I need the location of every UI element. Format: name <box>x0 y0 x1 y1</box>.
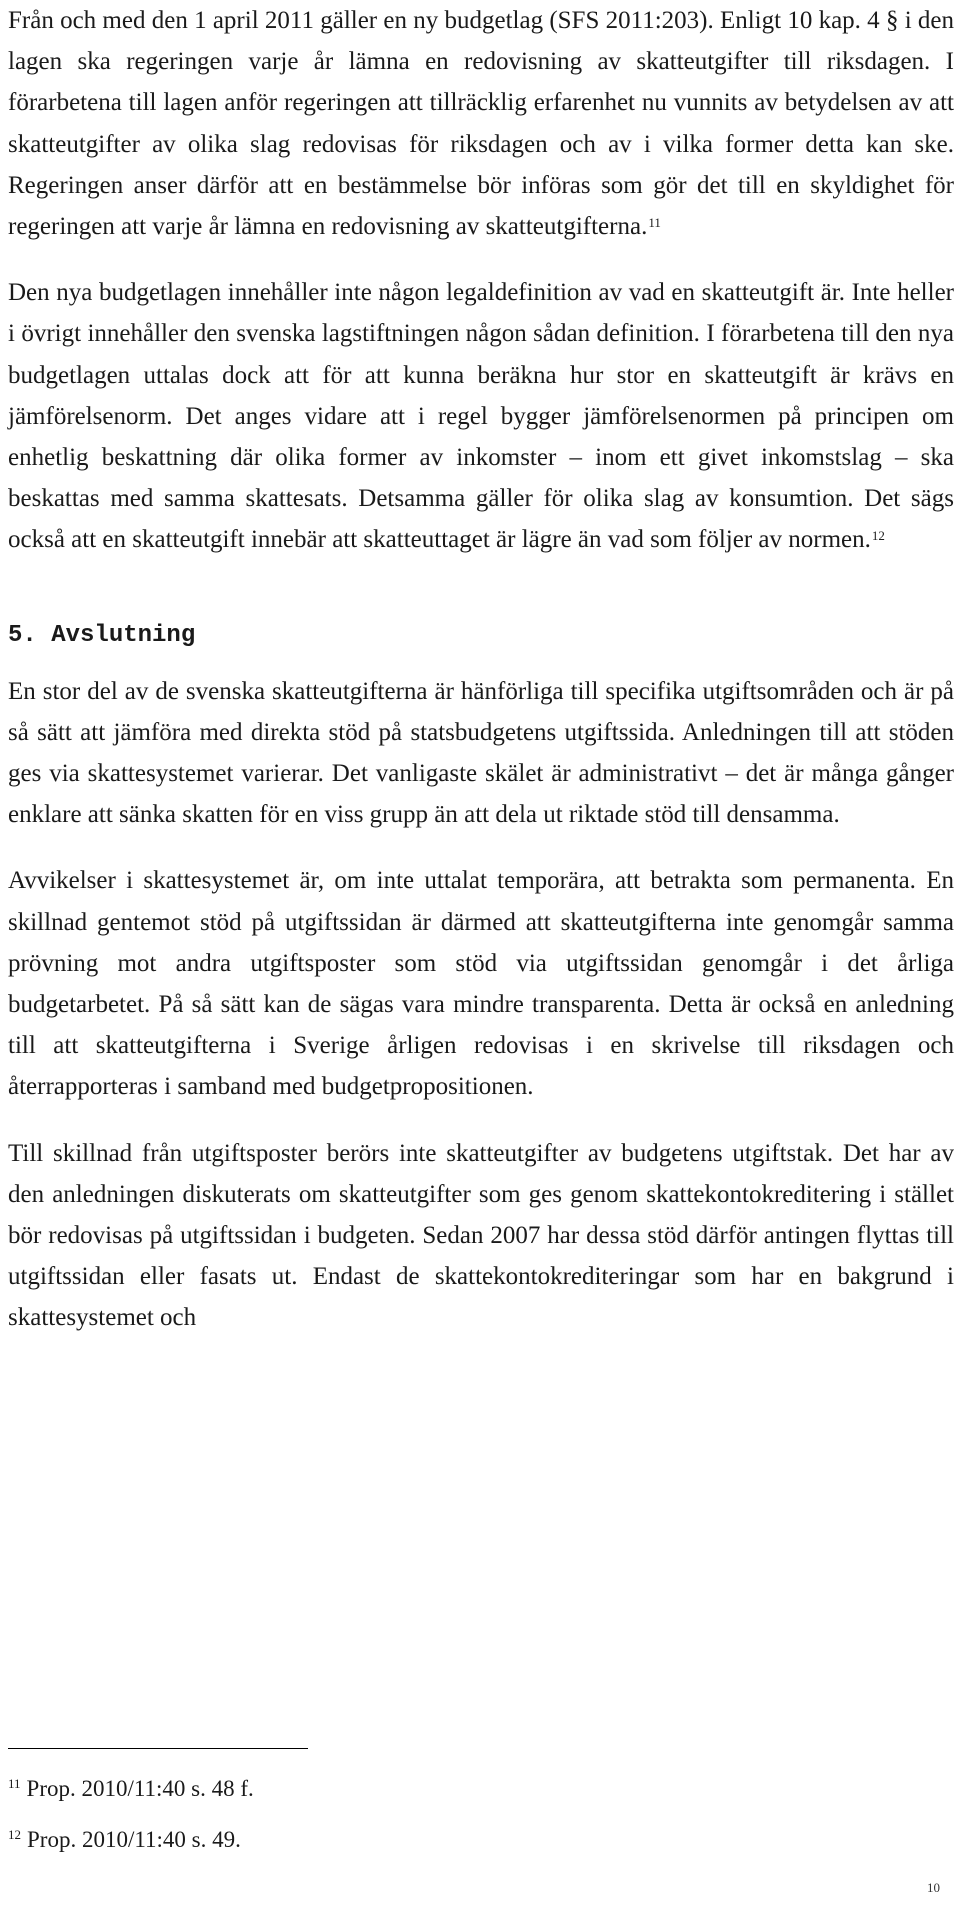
footnote-separator <box>8 1748 308 1749</box>
paragraph-text: En stor del av de svenska skatteutgifterna är hänförliga till specifika utgiftsområden och är på så sätt att jämföra med direkta stöd på statsbudgetens utgiftssida. Anledningen till att stöden ges via skattesystemet varierar. Det vanligaste skälet är administrativt – det är många gånger enklare att sänka skatten för en viss grupp än att dela ut riktade stöd till densamma. <box>8 677 954 829</box>
footnote-text: Prop. 2010/11:40 s. 49. <box>27 1827 241 1852</box>
footnote-11 <box>8 1775 254 1803</box>
page-content <box>8 0 954 1339</box>
footnote-number: 12 <box>8 1827 21 1842</box>
page-number: 10 <box>927 1880 940 1895</box>
paragraph-avvikelser <box>8 860 954 1107</box>
footnote-number: 11 <box>8 1776 21 1791</box>
paragraph-text: Den nya budgetlagen innehåller inte någon legaldefinition av vad en skatteutgift är. Inte heller i övrigt innehåller den svenska lagstiftningen någon sådan definition. I förarbetena till den nya budgetlagen uttalas dock att för att kunna beräkna hur stor en skatteutgift är krävs en jämförelsenorm. Det anges vidare att i regel bygger jämförelsenormen på principen om enhetlig beskattning där olika former av inkomster – inom ett givet inkomstslag – ska beskattas med samma skattesats. Detsamma gäller för olika slag av konsumtion. Det sägs också att en skatteutgift innebär att skatteuttaget är lägre än vad som följer av normen. <box>8 279 954 554</box>
paragraph-utgiftstak <box>8 1133 954 1339</box>
paragraph-text: Till skillnad från utgiftsposter berörs inte skatteutgifter av budgetens utgiftstak. Det har av den anledningen diskuterats om skatteutgifter som ges genom skattekontokreditering i stället bör redovisas på utgiftssidan i budgeten. Sedan 2007 har dessa stöd därför antingen flyttas till utgiftssidan eller fasats ut. Endast de skattekontokrediteringar som har en bakgrund i skattesystemet och <box>8 1139 954 1332</box>
paragraph-legaldefinition <box>8 272 954 560</box>
paragraph-text: Från och med den 1 april 2011 gäller en ny budgetlag (SFS 2011:203). Enligt 10 kap. 4 § i den lagen ska regeringen varje år lämna en redovisning av skatteutgifter till riksdagen. I förarbetena till lagen anför regeringen att tillräcklig erfarenhet nu vunnits av betydelsen av att skatteutgifter av olika slag redovisas för riksdagen och av i vilka former detta kan ske. Regeringen anser därför att en bestämmelse bör införas som gör det till en skyldighet för regeringen att varje år lämna en redovisning av skatteutgifterna. <box>8 7 954 241</box>
footnote-ref-11: 11 <box>648 215 661 231</box>
footnote-text: Prop. 2010/11:40 s. 48 f. <box>26 1776 254 1801</box>
paragraph-skatteutgifter <box>8 671 954 836</box>
paragraph-budgetlag <box>8 0 954 247</box>
footnote-12 <box>8 1826 241 1854</box>
section-heading: 5. Avslutning <box>8 621 196 649</box>
footnote-ref-12: 12 <box>871 528 885 544</box>
paragraph-text: Avvikelser i skattesystemet är, om inte uttalat temporära, att betrakta som permanenta. En skillnad gentemot stöd på utgiftssidan är därmed att skatteutgifterna inte genomgår samma prövning mot andra utgiftsposter som stöd via utgiftssidan genomgår i det årliga budgetarbetet. På så sätt kan de sägas vara mindre transparenta. Detta är också en anledning till att skatteutgifterna i Sverige årligen redovisas i en skrivelse till riksdagen och återrapporteras i samband med budgetpropositionen. <box>8 867 954 1101</box>
